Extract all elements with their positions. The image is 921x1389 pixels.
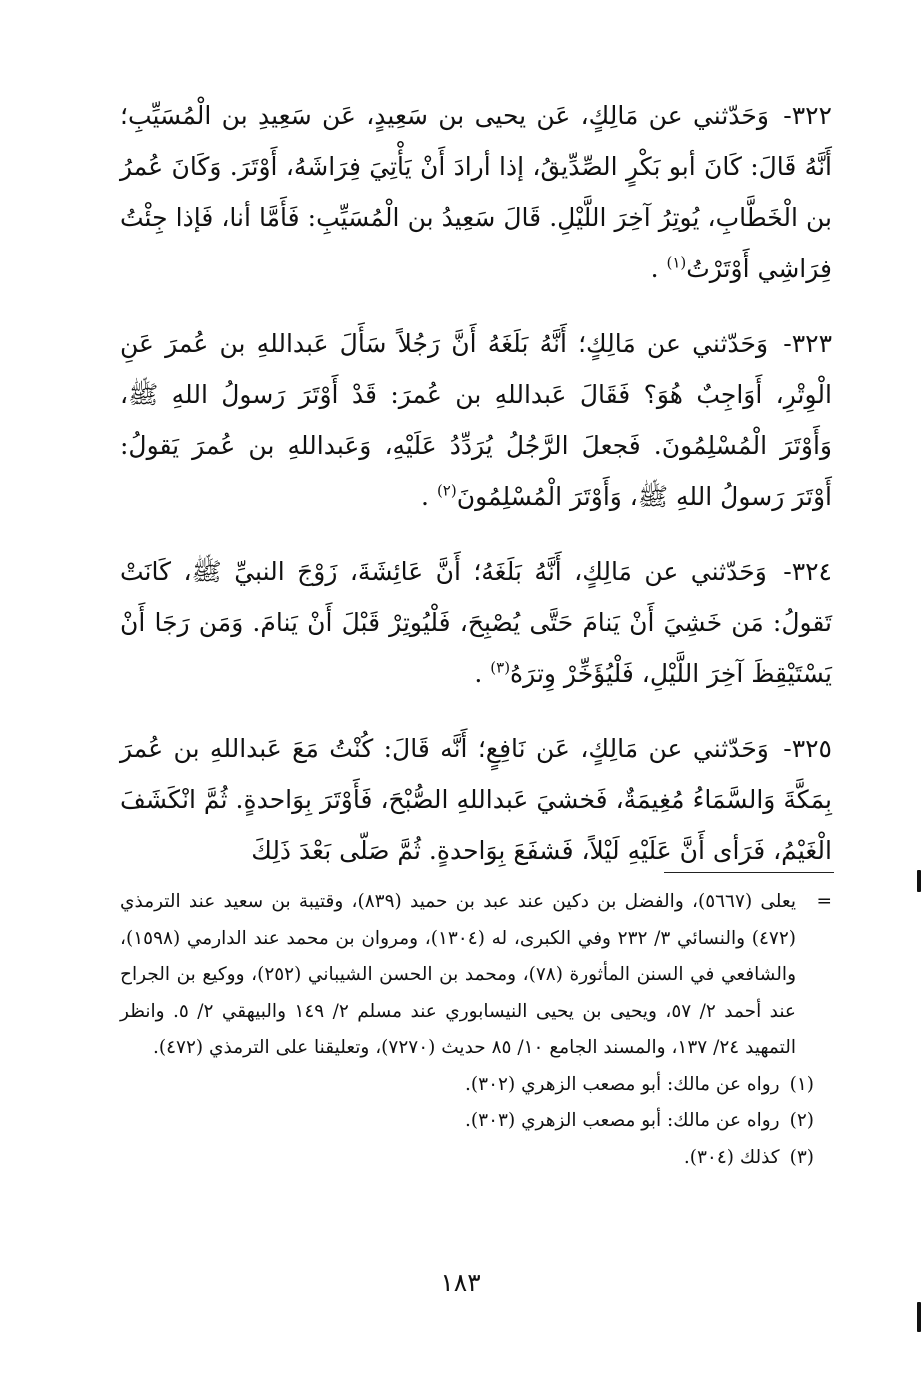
- hadith-text: وَحَدّثني عن مَالِكٍ، عَن نَافِعٍ؛ أَنَّه قَالَ: كُنْتُ مَعَ عَبداللهِ بن عُمرَ بِمَكَّةَ وَالسَّمَاءُ مُغِيمَةٌ، فَخشيَ عَبداللهِ الصُّبْحَ، فَأَوْتَرَ بِوَاحدةٍ. ثُمَّ انْكَشَفَ الْغَيْمُ، فَرَأى أَنَّ عَلَيْهِ لَيْلاً، فَشفَعَ بِوَاحدةٍ. ثُمَّ صَلّى بَعْدَ ذَلِكَ: [120, 734, 832, 865]
- hadith-324: [120, 546, 832, 699]
- footnote-number: (٢): [789, 1110, 814, 1131]
- footnote-text: رواه عن مالك: أبو مصعب الزهري (٣٠٢).: [465, 1073, 780, 1095]
- footnote-ref: (٢): [436, 481, 457, 500]
- footnote-ref: (٣): [490, 658, 511, 677]
- hadith-322: [120, 90, 832, 294]
- footnote-3: [120, 1140, 832, 1177]
- footnote-separator: [664, 872, 834, 873]
- page-number: ١٨٣: [440, 1268, 481, 1297]
- hadith-tail: .: [474, 659, 491, 688]
- hadith-number: ٣٢٤-: [783, 557, 832, 586]
- hadith-text: وَحَدّثني عن مَالِكٍ؛ أَنَّهُ بَلَغَهُ أَنَّ رَجُلاً سَأَلَ عَبداللهِ بن عُمرَ عَنِ الْوِتْرِ، أَوَاجِبٌ هُوَ؟ فَقَالَ عَبداللهِ بن عُمرَ: قَدْ أَوْتَرَ رَسولُ اللهِ ﷺ، وَأَوْتَرَ الْمُسْلِمُونَ. فَجعلَ الرَّجُلُ يُرَدِّدُ عَلَيْهِ، وَعَبداللهِ بن عُمرَ يَقولُ: أَوْتَرَ رَسولُ اللهِ ﷺ، وَأَوْتَرَ الْمُسْلِمُونَ: [120, 329, 832, 511]
- footnote-ref: (١): [666, 253, 687, 272]
- footnotes: [120, 884, 832, 1176]
- hadith-number: ٣٢٥-: [783, 734, 832, 763]
- footnote-number: (٣): [789, 1146, 814, 1168]
- footnote-text: رواه عن مالك: أبو مصعب الزهري (٣٠٣).: [465, 1110, 780, 1131]
- footnote-text: كذلك (٣٠٤).: [683, 1146, 780, 1168]
- hadith-text: وَحَدّثني عن مَالِكٍ، عَن يحيى بن سَعِيدٍ، عَن سَعِيدِ بن الْمُسَيِّبِ؛ أَنَّهُ قَالَ: كَانَ أبو بَكْرٍ الصِّدِّيقُ، إذا أرادَ أَنْ يَأْتِيَ فِرَاشَهُ، أَوْتَرَ. وَكَانَ عُمرُ بن الْخَطَّابِ، يُوتِرُ آخِرَ اللَّيْلِ. قَالَ سَعِيدُ بن الْمُسَيِّبِ: فَأَمَّا أنا، فَإذا جِئْتُ فِرَاشِي أَوْتَرْتُ: [120, 101, 832, 283]
- scan-edge-mark: [917, 1302, 921, 1332]
- footnote-2: [120, 1103, 832, 1140]
- footnote-continuation: [120, 884, 832, 1067]
- hadith-323: [120, 318, 832, 522]
- hadith-number: ٣٢٢-: [783, 101, 832, 130]
- footnote-1: [120, 1067, 832, 1104]
- hadith-tail: .: [421, 482, 437, 511]
- hadith-number: ٣٢٣-: [783, 329, 833, 358]
- hadith-text: وَحَدّثني عن مَالِكٍ، أَنَّهُ بَلَغَهُ؛ أَنَّ عَائِشَةَ، زَوْجَ النبيِّ ﷺ، كَانَتْ تَقولُ: مَن خَشِيَ أَنْ يَنامَ حَتَّى يُصْبِحَ، فَلْيُوتِرْ قَبْلَ أَنْ يَنامَ. وَمَن رَجَا أَنْ يَسْتَيْقِظَ آخِرَ اللَّيْلِ، فَلْيُؤَخِّرْ وِترَهُ: [120, 557, 832, 688]
- main-text: [120, 90, 832, 900]
- scan-edge-mark: [917, 870, 921, 892]
- footnote-number: (١): [789, 1073, 814, 1095]
- continuation-text: يعلى (٥٦٦٧)، والفضل بن دكين عند عبد بن حميد (٨٣٩)، وقتيبة بن سعيد عند الترمذي (٤٧٢) والنسائي ٣/ ٢٣٢ وفي الكبرى، له (١٣٠٤)، ومروان بن محمد عند الدارمي (١٥٩٨)، والشافعي في السنن المأثورة (٧٨)، ومحمد بن الحسن الشيباني (٢٥٢)، ووكيع بن الجراح عند أحمد ٢/ ٥٧، ويحيى بن يحيى النيسابوري عند مسلم ٢/ ١٤٩ والبيهقي ٢/ ٥. وانظر التمهيد ٢٤/ ١٣٧، والمسند الجامع ١٠/ ٨٥ حديث (٧٢٧٠)، وتعليقنا على الترمذي (٤٧٢).: [120, 891, 797, 1058]
- hadith-325: [120, 723, 832, 876]
- continuation-mark: =: [816, 891, 832, 912]
- hadith-tail: .: [650, 254, 667, 283]
